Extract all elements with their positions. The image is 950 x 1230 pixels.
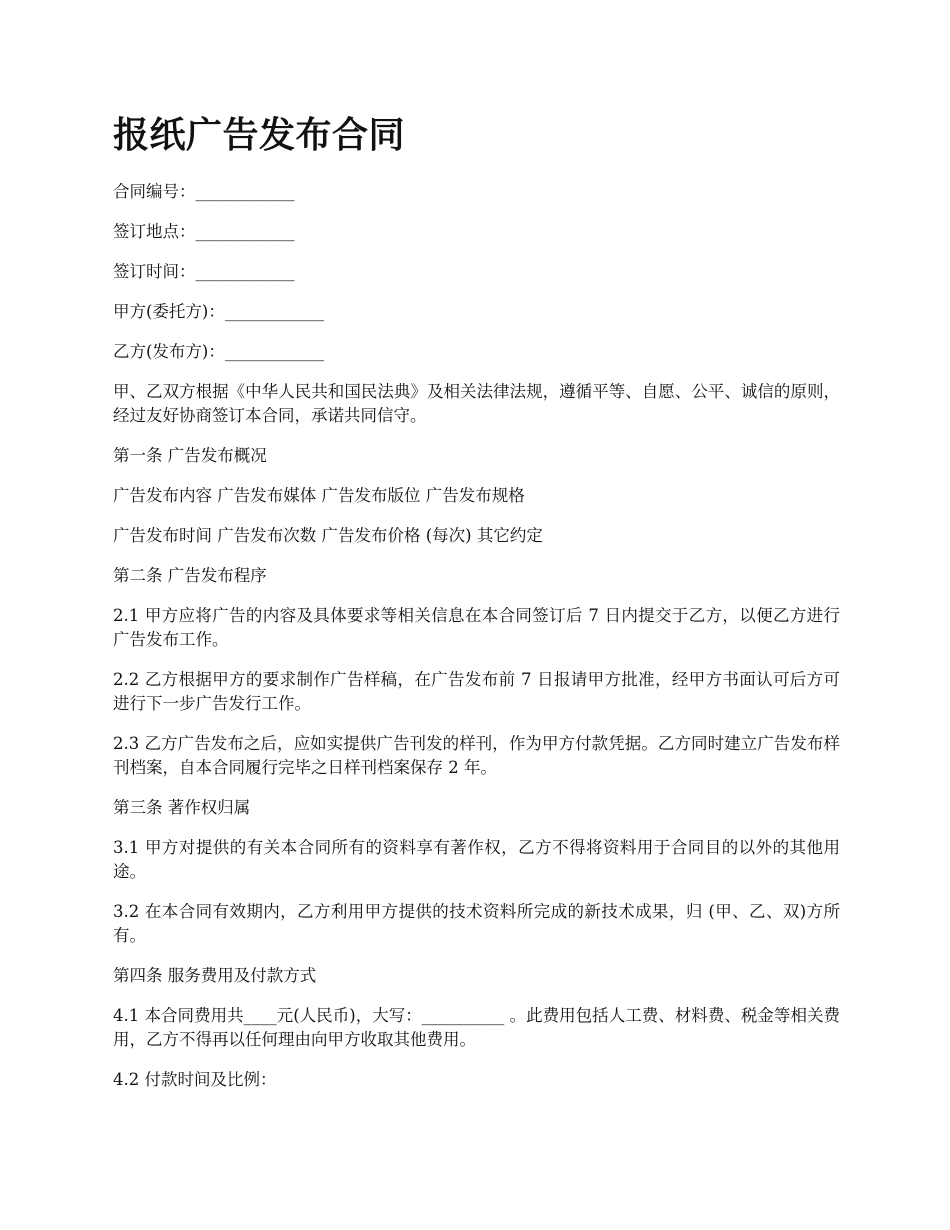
document-body xyxy=(113,180,840,1108)
document-title: 报纸广告发布合同 xyxy=(113,115,406,156)
article-1-line-2: 广告发布时间 广告发布次数 广告发布价格 (每次) 其它约定 xyxy=(113,526,543,545)
signing-place-field: 签订地点：____________ xyxy=(113,222,295,241)
clause-4-2: 4.2 付款时间及比例： xyxy=(113,1070,277,1089)
preamble-paragraph: 甲、乙双方根据《中华人民共和国民法典》及相关法律法规，遵循平等、自愿、公平、诚信的原则，经过友好协商签订本合同，承诺共同信守。 xyxy=(113,382,840,425)
article-4-heading: 第四条 服务费用及付款方式 xyxy=(113,966,317,985)
clause-3-1: 3.1 甲方对提供的有关本合同所有的资料享有著作权，乙方不得将资料用于合同目的以外的其他用途。 xyxy=(113,838,840,881)
party-b-field: 乙方(发布方)：____________ xyxy=(113,342,324,361)
signing-time-field: 签订时间：____________ xyxy=(113,262,295,281)
clause-3-2: 3.2 在本合同有效期内，乙方利用甲方提供的技术资料所完成的新技术成果，归 (甲、乙、双)方所有。 xyxy=(113,902,840,945)
clause-2-2: 2.2 乙方根据甲方的要求制作广告样稿，在广告发布前 7 日报请甲方批准，经甲方书面认可后方可进行下一步广告发行工作。 xyxy=(113,670,840,713)
article-3-heading: 第三条 著作权归属 xyxy=(113,798,251,817)
article-1-heading: 第一条 广告发布概况 xyxy=(113,446,267,465)
article-2-heading: 第二条 广告发布程序 xyxy=(113,566,267,585)
clause-2-1: 2.1 甲方应将广告的内容及具体要求等相关信息在本合同签订后 7 日内提交于乙方，以便乙方进行广告发布工作。 xyxy=(113,606,840,649)
article-1-line-1: 广告发布内容 广告发布媒体 广告发布版位 广告发布规格 xyxy=(113,486,525,505)
clause-2-3: 2.3 乙方广告发布之后，应如实提供广告刊发的样刊，作为甲方付款凭据。乙方同时建立广告发布样刊档案，自本合同履行完毕之日样刊档案保存 2 年。 xyxy=(113,734,840,777)
clause-4-1: 4.1 本合同费用共____元(人民币)，大写：__________ 。此费用包括人工费、材料费、税金等相关费用，乙方不得再以任何理由向甲方收取其他费用。 xyxy=(113,1006,840,1049)
party-a-field: 甲方(委托方)：____________ xyxy=(113,302,324,321)
contract-number-field: 合同编号：____________ xyxy=(113,182,295,201)
